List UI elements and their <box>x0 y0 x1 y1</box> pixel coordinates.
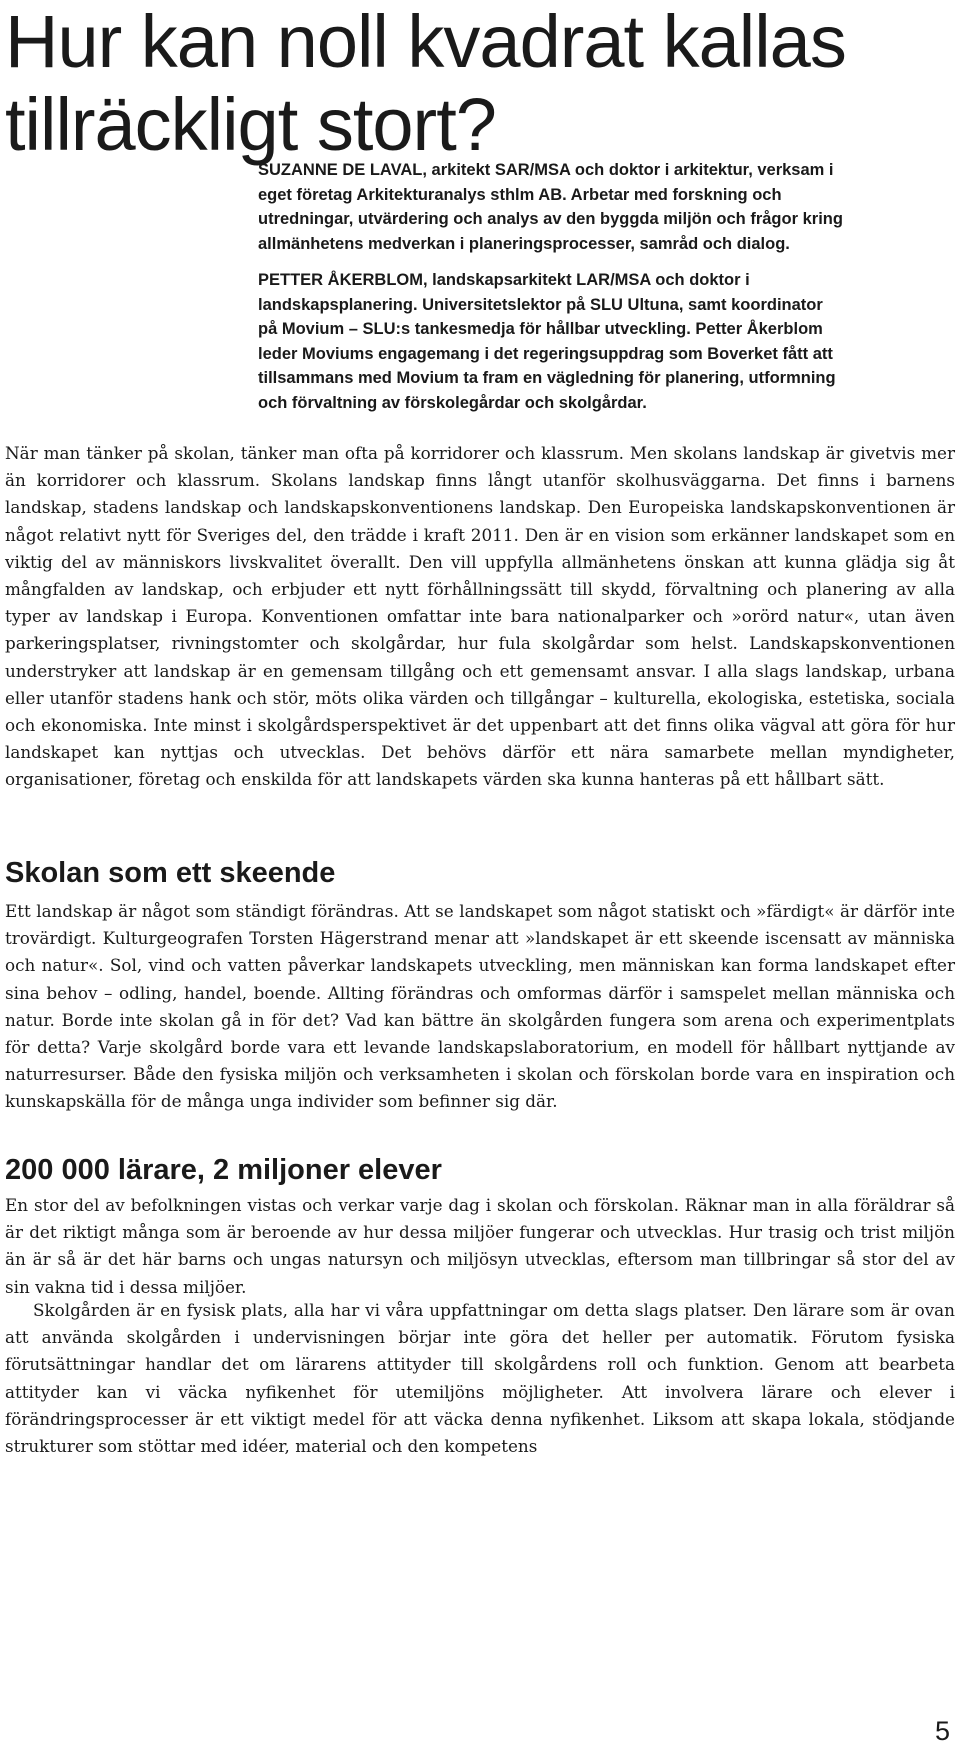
section-heading-skeende: Skolan som ett skeende <box>5 857 336 889</box>
page-number: 5 <box>934 1716 950 1746</box>
section2-paragraph-2: Skolgården är en fysisk plats, alla har vi våra uppfattningar om detta slags platser. Den lärare som är ovan att använda skolgården i undervisningen börjar inte göra det heller per automatik. Förutom fysiska förutsättningar handlar det om lärarens attityder till skolgårdens roll och funktion. Genom att bearbeta attityder kan vi väcka nyfikenhet för utemiljöns möjligheter. Att involvera lärare och elever i förändringsprocesser är ett viktigt medel för att väcka denna nyfikenhet. Liksom att skapa lokala, stödjande strukturer som stöttar med idéer, material och den kompetens <box>5 1300 955 1457</box>
author-bio-petter: PETTER ÅKERBLOM, landskapsarkitekt LAR/MSA och doktor i landskapsplanering. Universitetslektor på SLU Ultuna, samt koordinator på Movium – SLU:s tankesmedja för hållbar utveckling. Petter Åkerblom leder Moviums engagemang i det regeringsuppdrag som Boverket fått att tillsammans med Movium ta fram en vägledning för planering, utformning och förvaltning av förskolegårdar och skolgårdar. <box>258 271 836 412</box>
author-bio-suzanne: SUZANNE DE LAVAL, arkitekt SAR/MSA och doktor i arkitektur, verksam i eget företag Arkitekturanalys sthlm AB. Arbetar med forskning och utredningar, utvärdering och analys av den byggda miljön och frågor kring allmänhetens medverkan i planeringsprocesser, samråd och dialog. <box>258 161 843 253</box>
section-heading-larare: 200 000 lärare, 2 miljoner elever <box>5 1154 442 1186</box>
section1-paragraph: Ett landskap är något som ständigt förändras. Att se landskapet som något statiskt och »färdigt« är därför inte trovärdigt. Kulturgeografen Torsten Hägerstrand menar att »landskapet är ett skeende iscensatt av människa och natur«. Sol, vind och vatten påverkar landskapets utveckling, men människan kan forma landskapet efter sina behov – odling, handel, boende. Allting förändras och omformas därför i samspelet mellan människa och natur. Borde inte skolan gå in för det? Vad kan bättre än skolgården fungera som arena och experimentplats för detta? Varje skolgård borde vara ett levande landskapslaboratorium, en modell för hållbart nyttjande av naturresurser. Både den fysiska miljön och verksamheten i skolan och förskolan borde vara en inspiration och kunskapskälla för de många unga individer som befinner sig där. <box>5 901 955 1112</box>
article-title: Hur kan noll kvadrat kallas tillräckligt stort? <box>5 0 846 166</box>
intro-paragraph: När man tänker på skolan, tänker man ofta på korridorer och klassrum. Men skolans landskap är givetvis mer än korridorer och klassrum. Skolans landskap finns långt utanför skolhusväggarna. Det finns i barnens landskap, stadens landskap och landskapskonventionens landskap. Den Europeiska landskapskonventionen är något relativt nytt för Sveriges del, den trädde i kraft 2011. Den är en vision som erkänner landskapet som en viktig del av människors livskvalitet överallt. Den vill uppfylla allmänhetens önskan att kunna glädja sig åt mångfalden av landskap, och erbjuder ett nytt förhållningssätt till skydd, förvaltning och planering av alla typer av landskap i Europa. Konventionen omfattar inte bara nationalparker och »orörd natur«, utan även parkeringsplatser, rivningstomter och skolgårdar, hur fula skolgårdar som helst. Landskapskonventionen understryker att landskap är en gemensam tillgång och ett gemensamt ansvar. I alla slags landskap, urbana eller utanför stadens hank och stör, möts olika värden och tillgångar – kulturella, ekologiska, estetiska, sociala och ekonomiska. Inte minst i skolgårdsperspektivet är det uppenbart att det finns olika vägval att göra för hur landskapet kan nyttjas och utvecklas. Det behövs därför ett nära samarbete mellan myndigheter, organisationer, företag och enskilda för att landskapets värden ska kunna hanteras på ett hållbart sätt. <box>5 443 955 790</box>
section2-paragraph-1: En stor del av befolkningen vistas och verkar varje dag i skolan och förskolan. Räknar man in alla föräldrar så är det riktigt många som är beroende av hur dessa miljöer fungerar och utvecklas. Hur trasig och trist miljön än är så är det här barns och ungas natursyn och miljösyn utvecklas, eftersom man tillbringar så stor del av sin vakna tid i dessa miljöer. <box>5 1195 955 1297</box>
